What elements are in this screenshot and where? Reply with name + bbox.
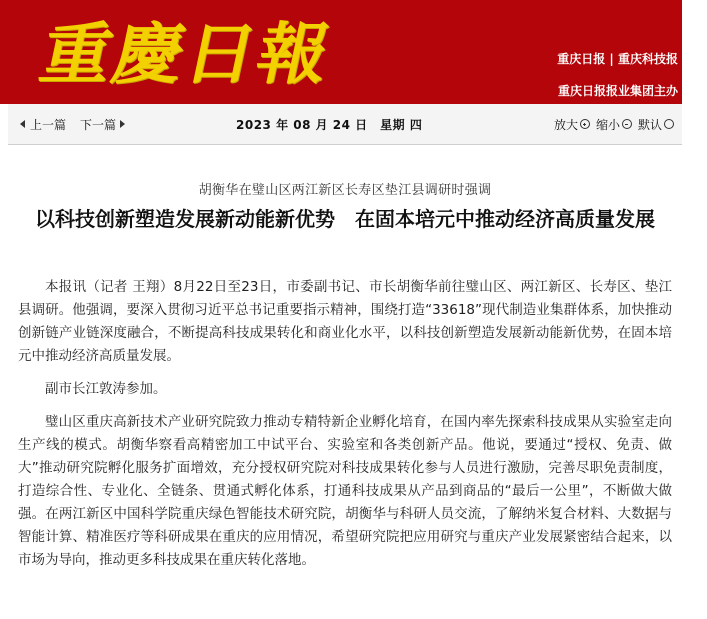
- zoom-out-button[interactable]: [596, 116, 632, 133]
- prev-article-label: 上一篇: [30, 117, 67, 132]
- next-article-label: 下一篇: [80, 117, 117, 132]
- article-kicker: 胡衡华在璧山区两江新区长寿区垫江县调研时强调: [198, 183, 492, 198]
- zoom-out-icon: [622, 119, 632, 129]
- zoom-in-label: 放大: [553, 117, 578, 132]
- logo-char: 慶: [105, 14, 193, 93]
- masthead-banner: [0, 0, 682, 104]
- article-paragraph: 本报讯（记者 王翔）8月22日至23日，市委副书记、市长胡衡华前往璧山区、两江新区、长寿区、垫江县调研。他强调，要深入贯彻习近平总书记重要指示精神，围绕打造“33618”现代制造业集群体系，加快推动创新链产业链深度融合，不断提高科技成果转化和商业化水平，以科技创新塑造发展新动能新优势，在固本培元中推动经济高质量发展。: [18, 279, 672, 364]
- zoom-in-button[interactable]: [554, 116, 590, 133]
- zoom-out-label: 缩小: [595, 117, 620, 132]
- zoom-in-icon: [580, 119, 590, 129]
- article: [8, 145, 682, 582]
- article-toolbar: [8, 104, 682, 145]
- article-nav: [20, 116, 139, 133]
- zoom-default-label: 默认: [637, 117, 662, 132]
- arrow-left-icon: [20, 120, 25, 128]
- issue-date: 2023 年 08 月 24 日 星期 四: [236, 117, 423, 132]
- arrow-right-icon: [120, 120, 125, 128]
- newspaper-logo[interactable]: [33, 6, 337, 102]
- radio-circle-icon: [664, 119, 674, 129]
- logo-char: 重: [33, 14, 121, 93]
- next-article-link[interactable]: [80, 116, 125, 133]
- publisher-subtitle: 重庆日报报业集团主办: [557, 84, 678, 98]
- header-links[interactable]: 重庆日报 | 重庆科技报: [557, 52, 678, 66]
- zoom-default-button[interactable]: [638, 116, 674, 133]
- logo-char: 報: [249, 14, 337, 93]
- zoom-controls: [548, 116, 674, 133]
- prev-article-link[interactable]: [20, 116, 66, 133]
- article-body: [18, 276, 672, 572]
- article-paragraph: 副市长江敦涛参加。: [45, 381, 167, 397]
- article-paragraph: 璧山区重庆高新技术产业研究院致力推动专精特新企业孵化培育，在国内率先探索科技成果从实验室走向生产线的模式。胡衡华察看高精密加工中试平台、实验室和各类创新产品。他说，要通过“授权、免责、做大”推动研究院孵化服务扩面增效，充分授权研究院对科技成果转化参与人员进行激励，完善尽职免责制度，打造综合性、专业化、全链条、贯通式孵化体系，打通科技成果从产品到商品的“最后一公里”，不断做大做强。在两江新区中国科学院重庆绿色智能技术研究院，胡衡华与科研人员交流，了解纳米复合材料、大数据与智能计算、精准医疗等科研成果在重庆的应用情况，希望研究院把应用研究与重庆产业发展紧密结合起来，以市场为导向，推动更多科技成果在重庆转化落地。: [18, 414, 672, 568]
- article-headline: 以科技创新塑造发展新动能新优势 在固本培元中推动经济高质量发展: [35, 207, 655, 231]
- logo-char: 日: [177, 14, 265, 93]
- right-margin: [682, 0, 707, 104]
